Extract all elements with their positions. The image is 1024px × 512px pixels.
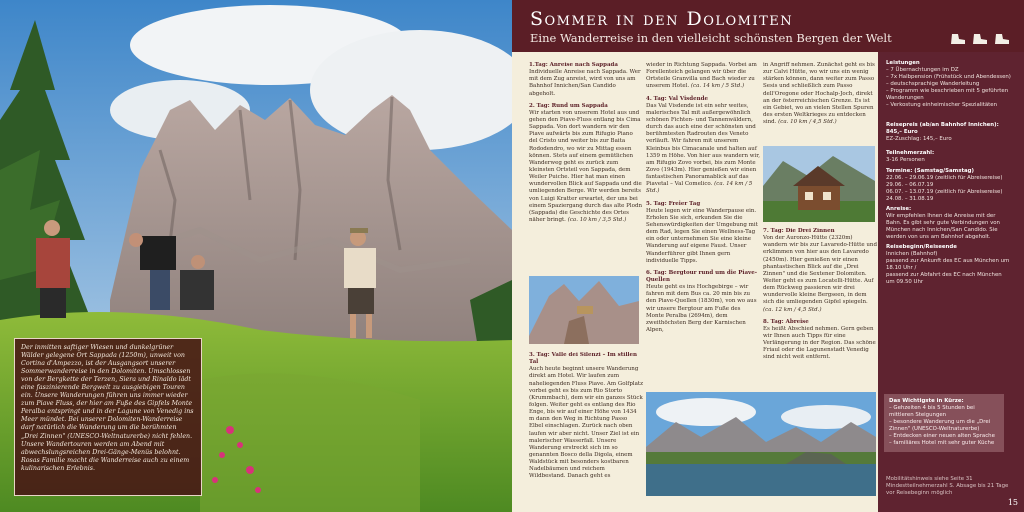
arrival-section	[886, 206, 1012, 241]
mountain-hut-photo	[763, 146, 875, 222]
key-facts-list: – Gehzeiten 4 bis 5 Stunden bei mittleren Steigungen – besondere Wanderung um die „Drei Zinnen" (UNESCO-Weltnaturerbe) – Entdecken einer neuen alten Sprache – familiäres Hotel mit sehr guter Küche	[889, 405, 995, 447]
mountain-rock-photo	[529, 276, 639, 344]
day-3-text: Auch heute beginnt unsere Wanderung direkt am Hotel. Wir laufen zum naheliegenden Fluss Piave. Am Golfplatz vorbei geht es bis zum Rio Storto (Krummbach), dem wir ein ganzes Stück folgen. Weiter geht es entlang des Rio Enge, bis wir auf einer Höhe von 1434 m dann den Weg in Richtung Passo Elbel einschlagen. Zurück nach oben laufen wir aber nicht. Unser Ziel ist ein malerischer Wasserfall. Unsere Wanderung erstreckt sich im so genannten Bosco della Digola, einem Waldstück mit besonders kostbaren Nadelbäumen und reichem Wildbestand. Danach geht es	[529, 366, 643, 480]
day-5-text: Heute legen wir eine Wanderpause ein. Erholen Sie sich, erkunden Sie die Sehenswürdigkeiten der Umgebung mit dem Rad, legen Sie einen Wellness-Tag ein oder unternehmen Sie eine kleine Wanderung auf eigene Faust. Unser Wanderführer gibt Ihnen gern individuelle Tipps.	[646, 207, 758, 264]
hiking-boot-icon	[994, 34, 1010, 44]
intro-caption-box	[14, 338, 202, 496]
day-6-duration: (ca. 10 km / 4,5 Std.)	[778, 119, 837, 126]
day-1-text: Individuelle Anreise nach Sappada. Wer mit dem Zug anreist, wird von uns am Bahnhof Innichen/San Candido abgeholt.	[529, 69, 641, 97]
day-8-heading: 8. Tag: Abreise	[763, 318, 809, 325]
info-sidebar	[878, 52, 1024, 512]
itinerary-column-3	[763, 62, 877, 142]
alpine-hut-image	[763, 146, 875, 222]
day-2-heading: 2. Tag: Rund um Sappada	[529, 102, 608, 109]
day-6-text: Heute geht es ins Hochgebirge – wir fahren mit dem Bus ca. 20 min bis zu den Piave-Quellen (1830m), von wo aus wir unsere Bergtour am Fuße des Monte Peralba (2694m), dem zweithöchsten Berg der Karnischen Alpen,	[646, 284, 757, 333]
day-4-text: Das Val Visdende ist ein sehr weites, malerisches Tal mit außergewöhnlich schönen Fichten- und Tannenwäldern, durch das auch eine der schönsten und berühmtesten Radrouten des Veneto verläuft. Wir fahren mit unserem Kleinbus bis Cimacanale und halten auf 1359 m Höhe. Von hier aus wandern wir, am Rifugio Zovo vorbei, bis zum Monte Zovo (1943m). Hier genießen wir einen fantastischen Panoramablick auf das Piavetal – Val Comelico.	[646, 102, 760, 188]
day-3-block	[529, 352, 643, 507]
mobility-note: Mobilitätshinweis siehe Seite 31 Mindestteilnehmerzahl S. Absage bis 21 Tage vor Reisebeginn möglich	[886, 476, 1009, 497]
leistungen-section	[886, 60, 1012, 109]
participants-section	[886, 150, 1012, 164]
difficulty-rating	[950, 34, 1010, 44]
header-band	[512, 0, 1024, 52]
price-value: 845,– Euro	[886, 129, 918, 136]
days-7-8-block	[763, 228, 877, 388]
alpine-lake-photo	[646, 392, 876, 496]
day-5-heading: 5. Tag: Freier Tag	[646, 200, 701, 207]
hiking-boot-icon	[972, 34, 988, 44]
day-6-continued: in Angriff nehmen. Zunächst geht es bis zur Calvi Hütte, wo wir uns ein wenig stärken können, dann weiter zum Passo Sesis und schließlich zum Passo dell'Oregone oder Hochalp-Joch, direkt an der österreichischen Grenze. Es ist ein Gebiet, wo an vielen Stellen Spuren des ersten Weltkrieges zu entdecken sind.	[763, 62, 875, 126]
day-3-duration: (ca. 14 km / 5 Std.)	[690, 83, 745, 90]
day-1-heading: 1.Tag: Anreise nach Sappada	[529, 62, 618, 68]
dates-heading: Termine: (Samstag/Samstag)	[886, 168, 974, 174]
page-subtitle: Eine Wanderreise in den vielleicht schönsten Bergen der Welt	[530, 31, 892, 45]
price-section	[886, 122, 1012, 143]
travel-times-section	[886, 244, 1012, 286]
participants-value: 3-16 Personen	[886, 157, 925, 164]
day-7-text: Von der Auronzo-Hütte (2320m) wandern wir bis zur Lavaredo-Hütte und erklimmen von hier aus den Lavaredo (2450m). Hier genießen wir einen phantastischen Blick auf die „Drei Zinnen" und die Sextener Dolomiten. Weiter geht es zum Locatelli-Hütte. Auf dem Rückweg passieren wir drei wundervolle kleine Bergseen, in dem sich die umliegenden Gipfel spiegeln.	[763, 235, 877, 306]
participants-heading: Teilnehmerzahl:	[886, 150, 935, 156]
day-4-duration: (ca. 14 km / 5 Std.)	[646, 181, 753, 195]
travel-times-heading: Reisebeginn/Reiseende	[886, 244, 957, 250]
itinerary-page	[512, 0, 1024, 512]
day-2-duration: (ca. 10 km / 3,5 Std.)	[567, 216, 627, 223]
day-8-text: Es heißt Abschied nehmen. Gern geben wir Ihnen auch Tipps für eine Verlängerung in der Region. Das schöne Friaul oder die Lagunenstadt Venedig sind nicht weit entfernt.	[763, 325, 876, 361]
leistungen-heading: Leistungen	[886, 60, 920, 66]
single-supplement: EZ-Zuschlag: 145,– Euro	[886, 136, 952, 143]
day-7-heading: 7. Tag: Die Drei Zinnen	[763, 228, 835, 234]
day-4-heading: 4. Tag: Val Visdende	[646, 95, 708, 102]
arrival-text: Wir empfehlen Ihnen die Anreise mit der Bahn. Es gibt sehr gute Verbindungen von München nach Innichen/San Candido. Sie werden von uns am Bahnhof abgeholt.	[886, 213, 1000, 241]
travel-times-text: Innichen (Bahnhof) passend zur Ankunft des EC aus München um 18.10 Uhr / passend zur Abfahrt des EC nach München um 09.50 Uhr	[886, 251, 1010, 286]
day-7-duration: (ca. 12 km / 4,5 Std.)	[763, 306, 822, 313]
leistungen-list: – 7 Übernachtungen im DZ – 7x Halbpension (Frühstück und Abendessen) – deutschsprachige Wanderleitung – Programm wie beschrieben mit 5 geführten Wanderungen – Verkostung einheimischer Spezialitäten	[886, 67, 1011, 109]
hiking-boot-icon	[950, 34, 966, 44]
intro-caption-text: Der inmitten saftiger Wiesen und dunkelgrüner Wälder gelegene Ort Sappada (1250m), unweit von Cortina d'Ampezzo, ist der Ausgangsort unserer Sommerwanderreise in den Dolomiten. Umschlossen von der Bergkette der Terzen, Siera und Rinaldo lädt eine faszinierende Bergwelt zu ausgiebigen Touren ein. Unsere Wanderungen führen uns immer wieder zum Piave Fluss, der hier am Fuße des Gipfels Monte Peralba entspringt und in der Lagune von Venedig ins Meer mündet. Bei unserer Dolomiten-Wanderreise darf natürlich die Wanderung um die berühmten „Drei Zinnen" (UNESCO-Weltnaturerbe) nicht fehlen. Unsere Wandertouren werden am Abend mit abwechslungsreichen Drei-Gänge-Menüs belohnt. Rosas Familie macht die Wanderreise auch zu einem kulinarischen Erlebnis.	[21, 344, 194, 472]
key-facts-box	[884, 394, 1004, 452]
rock-peaks-image	[529, 276, 639, 344]
day-3-continued: wieder in Richtung Sappada. Vorbei am Forellenteich gelangen wir über die Ortsteile Granvilla und Bach wieder zu unserem Hotel.	[646, 62, 757, 90]
key-facts-heading: Das Wichtigste in Kürze:	[889, 398, 964, 404]
day-6-heading: 6. Tag: Bergtour rund um die Piave-Quellen	[646, 269, 757, 283]
day-3-heading: 3. Tag: Valle dei Silenzi – Im stillen Tal	[529, 352, 637, 366]
day-2-text: Wir starten von unserem Hotel aus und gehen den Piave-Fluss entlang bis Cima Sappada. Von dort wandern wir den Piave aufwärts bis zum Rifugio Piano del Cristo und weiter bis zur Baita Rododendro, wo wir zu Mittag essen können. Stets auf einem gemütlichen Wanderweg geht es zurück zum kleinsten Ortsteil von Sappada, dem Weiler Puiche. Hier hat man einen wundervollen Blick auf Sappada und die umliegenden Berge. Wir werden bereits von Luigi Kratter erwartet, der uns bei einem Spaziergang durch das alte Plodn (Sappada) die Geschichte des Ortes näher bringt.	[529, 109, 643, 223]
price-heading: Reisepreis (ab/an Bahnhof Innichen):	[886, 122, 999, 128]
page-number: 15	[1007, 497, 1018, 507]
drei-zinnen-lake-image	[646, 392, 876, 496]
dates-section	[886, 168, 1012, 203]
arrival-heading: Anreise:	[886, 206, 912, 212]
page-title: Sommer in den Dolomiten	[530, 8, 794, 30]
dates-list: 22.06. – 29.06.19 (zeitlich für Abreisereise) 29.06. – 06.07.19 06.07. – 13.07.19 (zeitlich für Abreisereise) 24.08. – 31.08.19	[886, 175, 1003, 203]
